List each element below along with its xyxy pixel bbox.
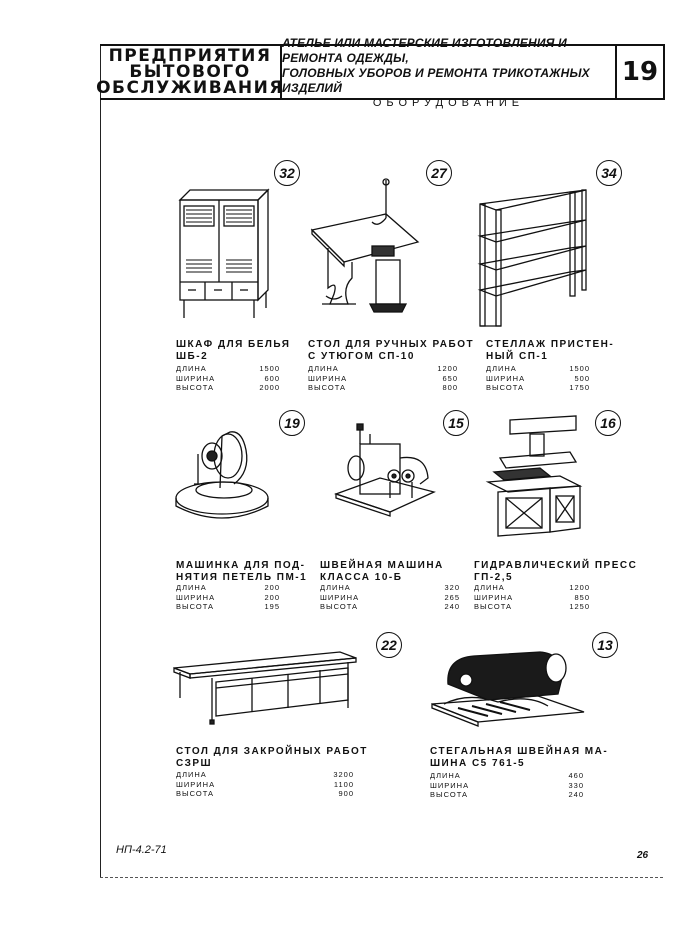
title-line: ГОЛОВНЫХ УБОРОВ И РЕМОНТА ТРИКОТАЖНЫХ ИЗДЕЛИЙ	[282, 65, 590, 95]
dimension-row: ВЫСОТА 800	[308, 383, 458, 392]
dimension-row: ШИРИНА 265	[320, 592, 460, 602]
item-dimensions	[308, 364, 458, 393]
equipment-item	[428, 632, 613, 734]
quilting-machine-drawing	[428, 644, 588, 734]
equipment-item	[330, 410, 464, 524]
item-number-badge: 13	[592, 632, 618, 658]
dimension-row: ВЫСОТА 1750	[486, 383, 590, 392]
section-title	[96, 46, 284, 98]
dimension-row: ДЛИНА 320	[320, 583, 460, 592]
item-name: СТОЛ ДЛЯ ЗАКРОЙНЫХ РАБОТ СЗРШ	[176, 746, 368, 769]
sheet-title	[282, 35, 617, 109]
equipment-item	[172, 410, 300, 524]
dimension-row: ВЫСОТА 1250	[474, 602, 590, 611]
item-number-badge: 15	[443, 410, 469, 436]
item-dimensions	[176, 770, 354, 799]
section-line: ОБСЛУЖИВАНИЯ	[96, 78, 284, 98]
document-code: НП-4.2-71	[116, 844, 167, 856]
dimension-row: ШИРИНА 500	[486, 373, 590, 383]
dimension-row: ДЛИНА 1500	[176, 364, 280, 373]
item-number-badge: 27	[426, 160, 452, 186]
item-name: ШКАФ ДЛЯ БЕЛЬЯ ШБ-2	[176, 339, 291, 362]
footer-rule	[100, 877, 663, 878]
dimension-row: ДЛИНА 1200	[474, 583, 590, 592]
hydraulic-press-drawing	[480, 412, 590, 542]
section-line: ПРЕДПРИЯТИЯ	[108, 46, 272, 66]
dimension-row: ДЛИНА 3200	[176, 770, 354, 779]
dimension-row: ВЫСОТА 900	[176, 789, 354, 798]
item-name: ГИДРАВЛИЧЕСКИЙ ПРЕСС ГП-2,5	[474, 560, 638, 583]
cutting-table-drawing	[172, 648, 362, 748]
item-number-badge: 32	[274, 160, 300, 186]
dimension-row: ДЛИНА 1500	[486, 364, 590, 373]
equipment-item	[308, 160, 447, 328]
equipment-item	[474, 160, 617, 336]
item-dimensions	[474, 583, 590, 612]
dimension-row: ВЫСОТА 240	[430, 790, 584, 799]
item-number-badge: 34	[596, 160, 622, 186]
page-number: 26	[637, 850, 649, 861]
item-number-badge: 22	[376, 632, 402, 658]
dimension-row: ВЫСОТА 195	[176, 602, 280, 611]
dimension-row: ВЫСОТА 2000	[176, 383, 280, 392]
ironing-table-drawing	[308, 178, 428, 328]
equipment-item	[172, 160, 295, 332]
dimension-row: ДЛИНА 200	[176, 583, 280, 592]
dimension-row: ВЫСОТА 240	[320, 602, 460, 611]
dimension-row: ШИРИНА 1100	[176, 779, 354, 789]
wardrobe-drawing	[172, 182, 272, 332]
dimension-row: ШИРИНА 850	[474, 592, 590, 602]
loop-machine-drawing	[172, 414, 272, 524]
sheet-number: 19	[621, 57, 659, 87]
dimension-row: ДЛИНА 460	[430, 771, 584, 780]
section-line: БЫТОВОГО	[129, 62, 251, 82]
dimension-row: ШИРИНА 200	[176, 592, 280, 602]
dimension-row: ШИРИНА 600	[176, 373, 280, 383]
shelving-drawing	[474, 186, 594, 336]
item-name: МАШИНКА ДЛЯ ПОД- НЯТИЯ ПЕТЕЛЬ ПМ-1	[176, 560, 308, 583]
dimension-row: ШИРИНА 650	[308, 373, 458, 383]
item-number-badge: 19	[279, 410, 305, 436]
item-dimensions	[176, 364, 280, 393]
item-dimensions	[176, 583, 280, 612]
item-name: СТЕЛЛАЖ ПРИСТЕН- НЫЙ СП-1	[486, 339, 615, 362]
item-dimensions	[430, 771, 584, 800]
sewing-machine-drawing	[330, 414, 440, 524]
item-dimensions	[486, 364, 590, 393]
dimension-row: ШИРИНА 330	[430, 780, 584, 790]
item-name: ШВЕЙНАЯ МАШИНА КЛАССА 10-Б	[320, 560, 444, 583]
sheet-subtitle: ОБОРУДОВАНИЕ	[372, 96, 525, 109]
dimension-row: ДЛИНА 1200	[308, 364, 458, 373]
item-name: СТОЛ ДЛЯ РУЧНЫХ РАБОТ С УТЮГОМ СП-10	[308, 339, 475, 362]
equipment-item	[172, 632, 397, 748]
page-header	[96, 35, 665, 109]
title-line: АТЕЛЬЕ ИЛИ МАСТЕРСКИЕ ИЗГОТОВЛЕНИЯ И РЕМОНТА ОДЕЖДЫ,	[282, 35, 567, 65]
item-number-badge: 16	[595, 410, 621, 436]
equipment-item	[480, 410, 616, 542]
item-dimensions	[320, 583, 460, 612]
item-name: СТЕГАЛЬНАЯ ШВЕЙНАЯ МА- ШИНА С5 761-5	[430, 746, 609, 769]
